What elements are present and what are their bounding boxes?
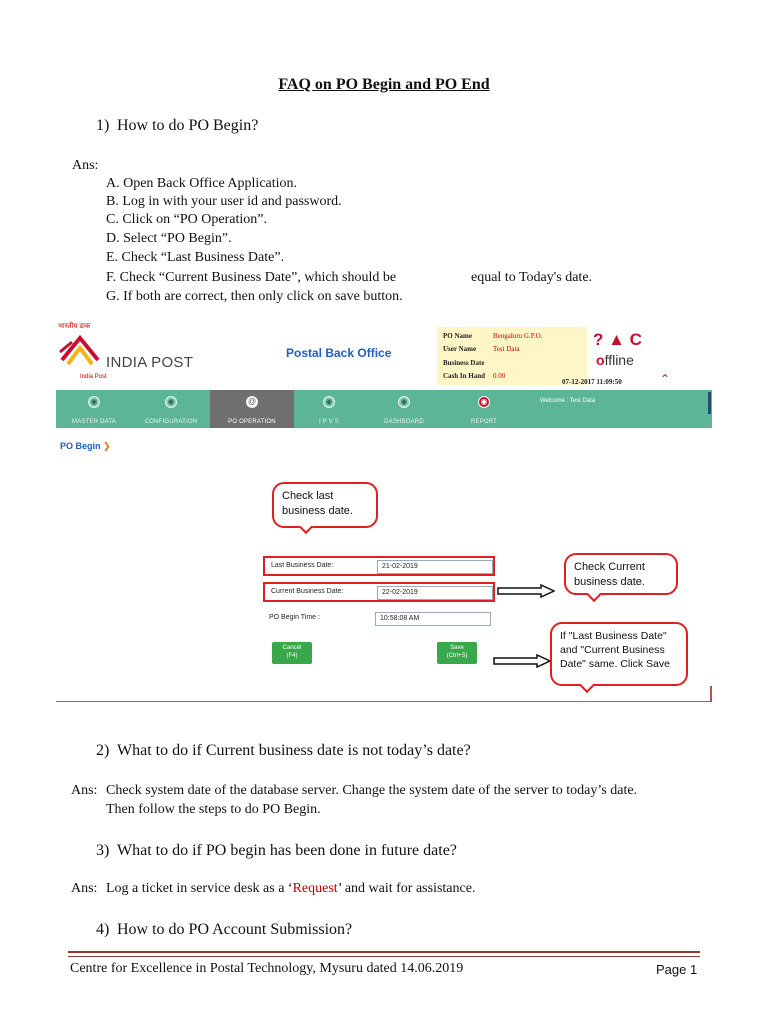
master-data-icon: ◉ xyxy=(88,396,100,408)
question-3-text: What to do if PO begin has been done in future date? xyxy=(117,842,457,859)
footer-rule xyxy=(68,951,700,953)
breadcrumb[interactable] xyxy=(60,441,111,452)
current-business-date-label: Current Business Date: xyxy=(271,588,344,595)
arrow-right-icon xyxy=(493,654,551,668)
chevron-right-icon: ❯ xyxy=(103,441,111,451)
save-button-label: Save xyxy=(450,645,464,651)
question-2-text: What to do if Current business date is not today’s date? xyxy=(117,742,471,759)
header-datetime: 07-12-2017 11:09:50 xyxy=(562,378,622,386)
last-business-date-row xyxy=(263,556,495,576)
footer-text: Centre for Excellence in Postal Technology, Mysuru dated 14.06.2019 xyxy=(70,961,464,976)
cancel-button[interactable] xyxy=(272,642,312,664)
screenshot-bottom-rule xyxy=(56,701,712,702)
breadcrumb-label: PO Begin xyxy=(60,441,101,451)
nav-label: CONFIGURATION xyxy=(144,419,198,425)
india-post-logo-icon xyxy=(58,330,102,370)
last-business-date-field[interactable]: 21-02-2019 xyxy=(377,560,493,574)
logo-hindi-text: भारतीय डाक xyxy=(58,323,91,330)
dashboard-icon: ◉ xyxy=(398,396,410,408)
nav-report[interactable] xyxy=(444,390,524,428)
document-title: FAQ on PO Begin and PO End xyxy=(278,76,490,93)
logo-subtext: India Post xyxy=(80,374,107,380)
last-business-date-label: Last Business Date: xyxy=(271,562,334,569)
question-3-number: 3) xyxy=(96,842,110,859)
callout-check-last-date: Check last business date. xyxy=(272,482,378,528)
business-date-label: Business Date xyxy=(443,359,485,367)
save-button-shortcut: (Ctrl+S) xyxy=(446,653,468,659)
answer-3-post: ’ and wait for assistance. xyxy=(337,881,476,896)
step-f: F. Check “Current Business Date”, which should be xyxy=(106,270,397,285)
welcome-text: Welcome : Test Data xyxy=(540,398,596,404)
nav-ipvs[interactable] xyxy=(294,390,364,428)
nav-master-data[interactable] xyxy=(56,390,132,428)
offline-o: o xyxy=(596,352,605,368)
navbar-edge xyxy=(708,392,711,414)
nav-label: DASHBOARD xyxy=(384,419,424,425)
report-icon: ◉ xyxy=(478,396,490,408)
chevron-up-icon[interactable]: ⌃ xyxy=(660,372,671,386)
question-2-number: 2) xyxy=(96,742,110,759)
app-header xyxy=(56,322,712,390)
arrow-right-icon xyxy=(497,584,555,598)
callout-click-save: If "Last Business Date" and "Current Business Date" same. Click Save xyxy=(550,622,688,686)
cash-in-hand-label: Cash In Hand xyxy=(443,372,486,380)
embedded-screenshot xyxy=(56,322,712,702)
question-4-number: 4) xyxy=(96,921,110,938)
offline-indicator xyxy=(596,352,634,368)
step-e: E. Check “Last Business Date”. xyxy=(106,250,285,265)
step-d: D. Select “PO Begin”. xyxy=(106,231,232,246)
callout-check-current-date: Check Current business date. xyxy=(564,553,678,595)
answer-2-line-1: Check system date of the database server. Change the system date of the server to today’s date. xyxy=(106,783,638,798)
configuration-icon: ◉ xyxy=(165,396,177,408)
save-button[interactable] xyxy=(437,642,477,664)
nav-dashboard[interactable] xyxy=(364,390,444,428)
step-c: C. Click on “PO Operation”. xyxy=(106,212,267,227)
cancel-button-label: Cancel xyxy=(282,645,302,651)
user-name-label: User Name xyxy=(443,345,477,353)
current-business-date-row xyxy=(263,582,495,602)
step-f-tail: equal to Today's date. xyxy=(471,270,593,285)
main-navbar xyxy=(56,390,712,428)
question-4-text: How to do PO Account Submission? xyxy=(117,921,353,938)
current-business-date-field[interactable]: 22-02-2019 xyxy=(377,586,493,600)
session-info-panel xyxy=(437,327,587,385)
nav-label: MASTER DATA xyxy=(72,419,116,425)
nav-po-operation[interactable] xyxy=(210,390,294,428)
question-1-text: How to do PO Begin? xyxy=(117,117,259,134)
answer-3-label: Ans: xyxy=(71,881,98,896)
answer-3-request: Request xyxy=(292,881,338,896)
cancel-button-shortcut: (F4) xyxy=(286,653,298,659)
question-1-number: 1) xyxy=(96,117,110,134)
answer-3 xyxy=(106,881,475,897)
po-name-label: PO Name xyxy=(443,332,472,340)
logo-text: INDIA POST xyxy=(106,354,194,371)
nav-label: PO OPERATION xyxy=(228,419,276,425)
cash-in-hand-value: 0.00 xyxy=(493,372,506,380)
offline-rest: ffline xyxy=(604,352,634,368)
step-g: G. If both are correct, then only click on save button. xyxy=(106,289,403,304)
nav-label: REPORT xyxy=(470,419,498,425)
footer-rule xyxy=(68,956,700,957)
step-a: A. Open Back Office Application. xyxy=(106,176,298,191)
answer-2-line-2: Then follow the steps to do PO Begin. xyxy=(106,802,321,817)
ipvs-icon: ◉ xyxy=(323,396,335,408)
answer-2-label: Ans: xyxy=(71,783,98,798)
user-name-value: Test Data xyxy=(493,345,520,353)
answer-1-label: Ans: xyxy=(72,158,99,173)
po-operation-icon: @ xyxy=(247,397,257,406)
answer-3-pre: Log a ticket in service desk as a ‘ xyxy=(106,881,293,896)
status-icons[interactable]: ? ▲ C xyxy=(593,330,642,349)
app-title: Postal Back Office xyxy=(286,346,392,360)
po-begin-time-field[interactable]: 10:58:08 AM xyxy=(375,612,491,626)
step-b: B. Log in with your user id and password. xyxy=(106,194,342,209)
po-begin-time-row xyxy=(263,610,495,630)
page-number: Page 1 xyxy=(656,962,698,977)
screenshot-edge xyxy=(710,686,712,702)
nav-label: I P V S xyxy=(319,419,339,425)
po-begin-time-label: PO Begin Time : xyxy=(269,614,320,621)
po-name-value: Bengaluru G.P.O. xyxy=(493,332,543,340)
nav-configuration[interactable] xyxy=(132,390,210,428)
